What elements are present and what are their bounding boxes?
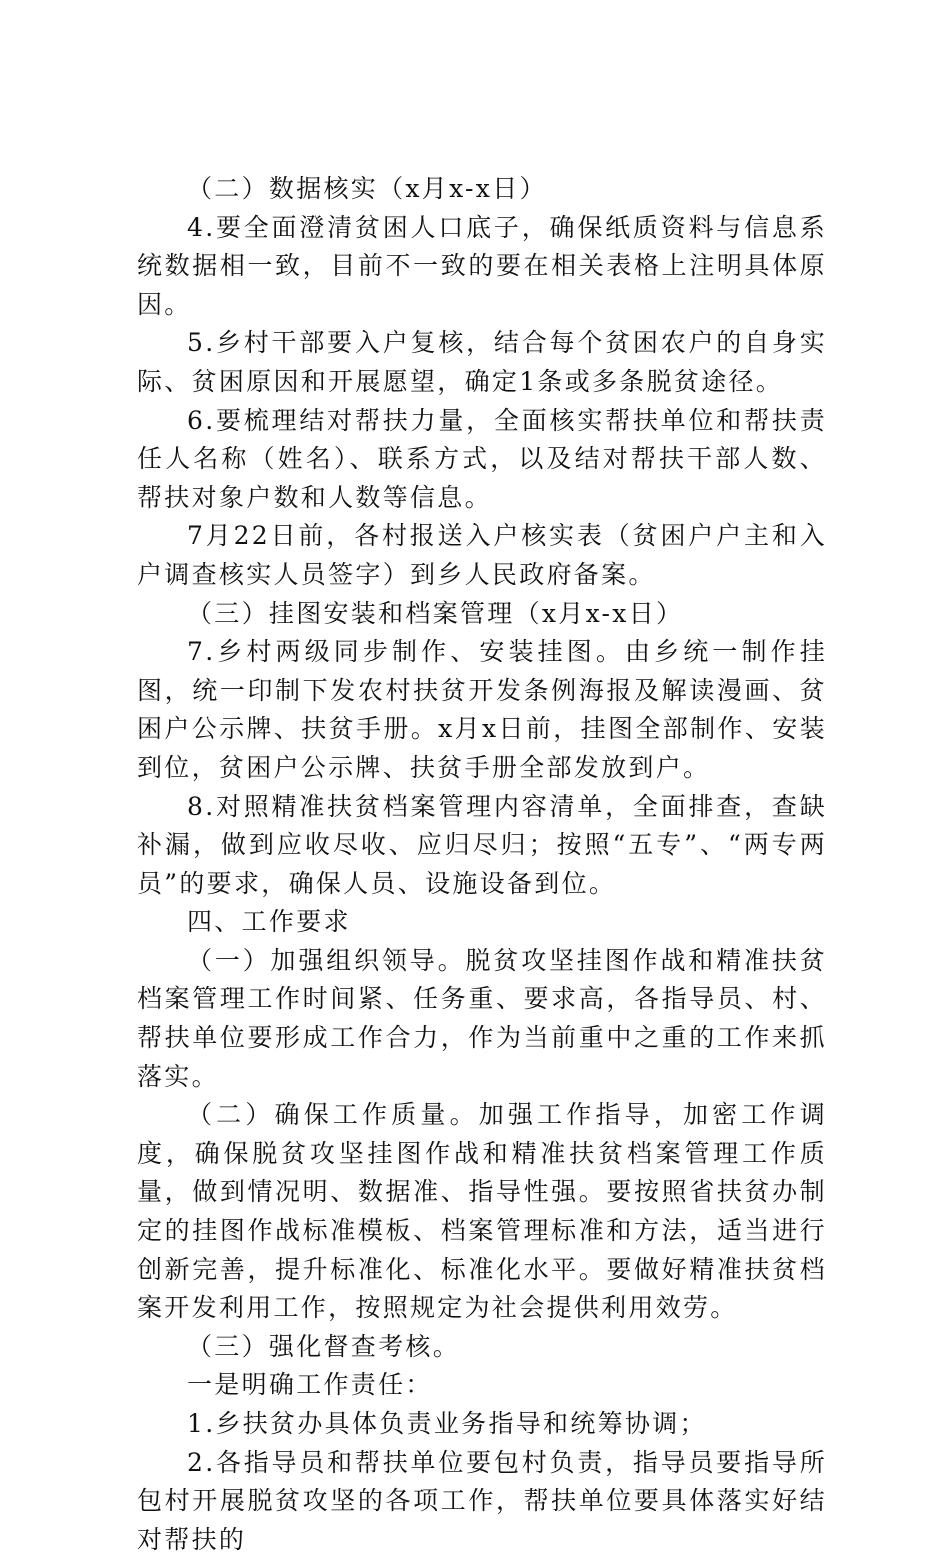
paragraph-item-5: 5.乡村干部要入户复核，结合每个贫困农户的自身实际、贫困原因和开展愿望，确定1条或多条脱贫途径。: [137, 328, 827, 396]
paragraph-ensure-quality: （二）确保工作质量。加强工作指导，加密工作调度，确保脱贫攻坚挂图作战和精准扶贫档案管理工作质量，做到情况明、数据准、指导性强。要按照省扶贫办制定的挂图作战标准模板、档案管理标准和方法，适当进行创新完善，提升标准化、标准化水平。要做好精准扶贫档案开发利用工作，按照规定为社会提供利用效劳。: [137, 1100, 827, 1323]
paragraph-strengthen-leadership: （一）加强组织领导。脱贫攻坚挂图作战和精准扶贫档案管理工作时间紧、任务重、要求高，各指导员、村、帮扶单位要形成工作合力，作为当前重中之重的工作来抓落实。: [137, 945, 827, 1091]
paragraph-item-7: 7.乡村两级同步制作、安装挂图。由乡统一制作挂图，统一印制下发农村扶贫开发条例海报及解读漫画、贫困户公示牌、扶贫手册。x月x日前，挂图全部制作、安装到位，贫困户公示牌、扶贫手册全部发放到户。: [137, 637, 827, 782]
paragraph-responsibility-1: 1.乡扶贫办具体负责业务指导和统筹协调；: [187, 1409, 707, 1438]
paragraph-item-8: 8.对照精准扶贫档案管理内容清单，全面排查，查缺补漏，做到应收尽收、应归尽归；按照“五专”、“两专两员”的要求，确保人员、设施设备到位。: [137, 791, 827, 898]
paragraph-deadline-note: 7月22日前，各村报送入户核实表（贫困户户主和入户调查核实人员签字）到乡人民政府备案。: [137, 521, 827, 589]
document-body: [137, 170, 827, 1559]
paragraph-clarify-responsibility: 一是明确工作责任：: [187, 1370, 433, 1400]
paragraph-item-6: 6.要梳理结对帮扶力量，全面核实帮扶单位和帮扶责任人名称（姓名）、联系方式，以及结对帮扶干部人数、帮扶对象户数和人数等信息。: [137, 405, 827, 512]
paragraph-responsibility-2: 2.各指导员和帮扶单位要包村负责，指导员要指导所包村开展脱贫攻坚的各项工作，帮扶单位要具体落实好结对帮扶的: [137, 1447, 827, 1554]
section-heading-chart-archive: （三）挂图安装和档案管理（x月x-x日）: [187, 598, 684, 628]
paragraph-item-4: 4.要全面澄清贫困人口底子，确保纸质资料与信息系统数据相一致，目前不一致的要在相关表格上注明具体原因。: [137, 212, 827, 319]
section-heading-data-verification: （二）数据核实（x月x-x日）: [187, 174, 547, 203]
section-heading-work-requirements: 四、工作要求: [187, 907, 351, 937]
paragraph-strengthen-supervision: （三）强化督查考核。: [187, 1331, 461, 1361]
